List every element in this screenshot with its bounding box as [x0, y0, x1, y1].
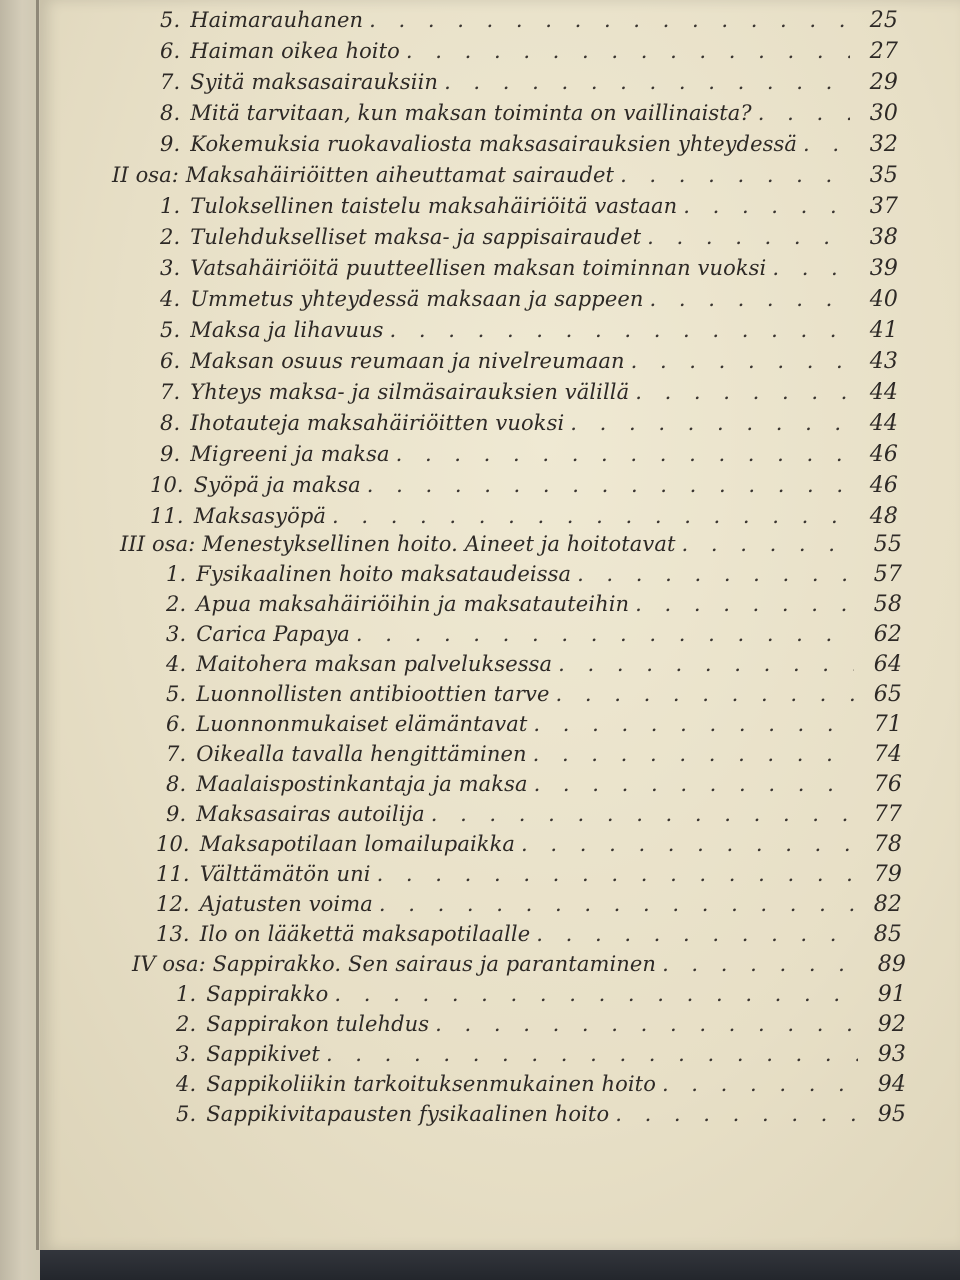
- toc-item: [160, 70, 898, 100]
- leader-dots: [650, 287, 850, 311]
- item-page: 25: [869, 8, 898, 33]
- item-number: 3.: [166, 622, 187, 646]
- leader-dots: [369, 8, 850, 32]
- toc-item: [176, 1012, 906, 1042]
- item-title: Sappirakko: [206, 982, 329, 1006]
- toc-item: [176, 1042, 906, 1072]
- toc-item: [160, 256, 898, 286]
- leader-dots: [577, 562, 854, 586]
- item-title: Tulehdukselliset maksa- ja sappisairaudet: [190, 225, 642, 249]
- item-title: Ilo on lääkettä maksapotilaalle: [199, 922, 531, 946]
- leader-dots: [521, 832, 854, 856]
- leader-dots: [377, 862, 854, 886]
- toc-item: [160, 39, 898, 69]
- item-number: 12.: [156, 892, 190, 916]
- item-number: 7.: [160, 70, 181, 94]
- leader-dots: [662, 1072, 858, 1096]
- item-page: 85: [873, 922, 902, 947]
- item-page: 46: [869, 473, 898, 498]
- item-number: 9.: [166, 802, 187, 826]
- toc-item: [166, 592, 902, 622]
- toc-part-heading: [112, 163, 898, 193]
- item-page: 76: [873, 772, 902, 797]
- toc-item: [160, 8, 898, 38]
- item-page: 40: [869, 287, 898, 312]
- item-number: 2.: [176, 1012, 197, 1036]
- leader-dots: [803, 132, 850, 156]
- item-number: 2.: [166, 592, 187, 616]
- toc-part-heading: [132, 952, 906, 982]
- item-number: 8.: [160, 101, 181, 125]
- item-page: 39: [869, 256, 898, 281]
- item-title: Vatsahäiriöitä puutteellisen maksan toiminnan vuoksi: [190, 256, 767, 280]
- toc-part-heading: [120, 532, 902, 562]
- item-page: 58: [873, 592, 902, 617]
- item-page: 48: [869, 504, 898, 529]
- leader-dots: [635, 592, 854, 616]
- leader-dots: [332, 504, 850, 528]
- gutter-shadow: [36, 0, 39, 1250]
- toc-item: [176, 1072, 906, 1102]
- item-title: Sappirakon tulehdus: [206, 1012, 430, 1036]
- toc-item: [160, 194, 898, 224]
- item-page: 43: [869, 349, 898, 374]
- item-number: 4.: [176, 1072, 197, 1096]
- item-title: Fysikaalinen hoito maksataudeissa: [196, 562, 572, 586]
- item-number: 11.: [156, 862, 190, 886]
- part-page: 89: [877, 952, 906, 977]
- item-title: Sappikivet: [206, 1042, 320, 1066]
- item-title: Ihotauteja maksahäiriöitten vuoksi: [190, 411, 565, 435]
- leader-dots: [682, 532, 854, 556]
- item-title: Maitohera maksan palveluksessa: [196, 652, 553, 676]
- part-title: IV osa: Sappirakko. Sen sairaus ja parantaminen: [132, 952, 657, 976]
- item-page: 64: [873, 652, 902, 677]
- item-page: 30: [869, 101, 898, 126]
- item-title: Luonnonmukaiset elämäntavat: [196, 712, 528, 736]
- item-number: 1.: [160, 194, 181, 218]
- item-number: 4.: [160, 287, 181, 311]
- item-number: 3.: [176, 1042, 197, 1066]
- part-page: 35: [869, 163, 898, 188]
- leader-dots: [758, 101, 850, 125]
- leader-dots: [334, 982, 858, 1006]
- table-of-contents: [40, 0, 960, 1236]
- item-page: 74: [873, 742, 902, 767]
- item-title: Mitä tarvitaan, kun maksan toiminta on vaillinaista?: [190, 101, 752, 125]
- leader-dots: [367, 473, 850, 497]
- leader-dots: [772, 256, 850, 280]
- item-page: 71: [873, 712, 902, 737]
- toc-item: [166, 562, 902, 592]
- item-title: Maksapotilaan lomailupaikka: [199, 832, 516, 856]
- item-number: 9.: [160, 442, 181, 466]
- item-number: 5.: [160, 318, 181, 342]
- toc-item: [150, 473, 898, 503]
- item-title: Maksa ja lihavuus: [190, 318, 384, 342]
- item-number: 7.: [160, 380, 181, 404]
- item-title: Maksasairas autoilija: [196, 802, 425, 826]
- item-number: 5.: [176, 1102, 197, 1126]
- toc-item: [156, 832, 902, 862]
- leader-dots: [631, 349, 850, 373]
- item-number: 9.: [160, 132, 181, 156]
- leader-dots: [396, 442, 850, 466]
- item-page: 79: [873, 862, 902, 887]
- item-title: Syitä maksasairauksiin: [190, 70, 439, 94]
- leader-dots: [533, 742, 854, 766]
- leader-dots: [683, 194, 850, 218]
- item-number: 8.: [166, 772, 187, 796]
- leader-dots: [431, 802, 854, 826]
- toc-item: [176, 982, 906, 1012]
- item-page: 41: [869, 318, 898, 343]
- leader-dots: [390, 318, 850, 342]
- item-page: 37: [869, 194, 898, 219]
- toc-item: [166, 772, 902, 802]
- toc-item: [156, 862, 902, 892]
- item-number: 1.: [176, 982, 197, 1006]
- item-title: Maksan osuus reumaan ja nivelreumaan: [190, 349, 625, 373]
- item-page: 65: [873, 682, 902, 707]
- toc-item: [166, 802, 902, 832]
- item-title: Maksasyöpä: [193, 504, 326, 528]
- item-number: 8.: [160, 411, 181, 435]
- leader-dots: [556, 682, 854, 706]
- leader-dots: [635, 380, 850, 404]
- item-page: 57: [873, 562, 902, 587]
- item-page: 94: [877, 1072, 906, 1097]
- item-page: 95: [877, 1102, 906, 1127]
- leader-dots: [356, 622, 854, 646]
- item-page: 62: [873, 622, 902, 647]
- toc-item: [156, 922, 902, 952]
- item-page: 78: [873, 832, 902, 857]
- leader-dots: [558, 652, 854, 676]
- item-page: 82: [873, 892, 902, 917]
- toc-item: [160, 380, 898, 410]
- item-title: Tuloksellinen taistelu maksahäiriöitä vastaan: [190, 194, 678, 218]
- toc-item: [160, 318, 898, 348]
- item-number: 2.: [160, 225, 181, 249]
- item-number: 6.: [160, 39, 181, 63]
- item-title: Apua maksahäiriöihin ja maksatauteihin: [196, 592, 630, 616]
- toc-item: [160, 101, 898, 131]
- item-title: Sappikivitapausten fysikaalinen hoito: [206, 1102, 610, 1126]
- item-page: 77: [873, 802, 902, 827]
- toc-item: [166, 622, 902, 652]
- item-title: Carica Papaya: [196, 622, 350, 646]
- toc-item: [160, 411, 898, 441]
- leader-dots: [406, 39, 850, 63]
- toc-item: [156, 892, 902, 922]
- part-page: 55: [873, 532, 902, 557]
- toc-item: [150, 504, 898, 534]
- item-title: Maalaispostinkantaja ja maksa: [196, 772, 528, 796]
- item-number: 13.: [156, 922, 190, 946]
- leader-dots: [647, 225, 850, 249]
- item-number: 1.: [166, 562, 187, 586]
- item-number: 6.: [166, 712, 187, 736]
- item-page: 44: [869, 411, 898, 436]
- toc-item: [166, 742, 902, 772]
- item-number: 5.: [166, 682, 187, 706]
- item-title: Sappikoliikin tarkoituksenmukainen hoito: [206, 1072, 656, 1096]
- item-page: 91: [877, 982, 906, 1007]
- item-number: 7.: [166, 742, 187, 766]
- toc-item: [160, 132, 898, 162]
- part-title: II osa: Maksahäiriöitten aiheuttamat sairaudet: [112, 163, 615, 187]
- item-page: 92: [877, 1012, 906, 1037]
- leader-dots: [533, 712, 854, 736]
- leader-dots: [615, 1102, 858, 1126]
- item-title: Ummetus yhteydessä maksaan ja sappeen: [190, 287, 644, 311]
- leader-dots: [536, 922, 854, 946]
- leader-dots: [534, 772, 854, 796]
- item-title: Luonnollisten antibioottien tarve: [196, 682, 550, 706]
- item-title: Haimarauhanen: [190, 8, 364, 32]
- item-page: 46: [869, 442, 898, 467]
- item-page: 44: [869, 380, 898, 405]
- item-title: Välttämätön uni: [199, 862, 371, 886]
- item-title: Haiman oikea hoito: [190, 39, 400, 63]
- leader-dots: [435, 1012, 858, 1036]
- item-title: Ajatusten voima: [199, 892, 373, 916]
- item-page: 29: [869, 70, 898, 95]
- toc-item: [166, 682, 902, 712]
- item-number: 11.: [150, 504, 184, 528]
- item-title: Migreeni ja maksa: [190, 442, 390, 466]
- book-gutter: [0, 0, 40, 1280]
- toc-item: [176, 1102, 906, 1132]
- toc-item: [160, 349, 898, 379]
- item-number: 10.: [150, 473, 184, 497]
- item-number: 3.: [160, 256, 181, 280]
- toc-item: [160, 287, 898, 317]
- item-number: 10.: [156, 832, 190, 856]
- leader-dots: [570, 411, 850, 435]
- item-page: 32: [869, 132, 898, 157]
- toc-item: [160, 442, 898, 472]
- toc-item: [166, 712, 902, 742]
- item-title: Syöpä ja maksa: [193, 473, 361, 497]
- leader-dots: [620, 163, 850, 187]
- item-number: 6.: [160, 349, 181, 373]
- item-page: 27: [869, 39, 898, 64]
- item-title: Oikealla tavalla hengittäminen: [196, 742, 527, 766]
- leader-dots: [379, 892, 854, 916]
- item-title: Kokemuksia ruokavaliosta maksasairauksien yhteydessä: [190, 132, 798, 156]
- toc-item: [160, 225, 898, 255]
- item-page: 93: [877, 1042, 906, 1067]
- leader-dots: [326, 1042, 858, 1066]
- leader-dots: [662, 952, 858, 976]
- toc-item: [166, 652, 902, 682]
- cut-off-line: [230, 0, 930, 2]
- part-title: III osa: Menestyksellinen hoito. Aineet ja hoitotavat: [120, 532, 676, 556]
- item-number: 4.: [166, 652, 187, 676]
- item-page: 38: [869, 225, 898, 250]
- item-title: Yhteys maksa- ja silmäsairauksien välillä: [190, 380, 630, 404]
- item-number: 5.: [160, 8, 181, 32]
- leader-dots: [444, 70, 850, 94]
